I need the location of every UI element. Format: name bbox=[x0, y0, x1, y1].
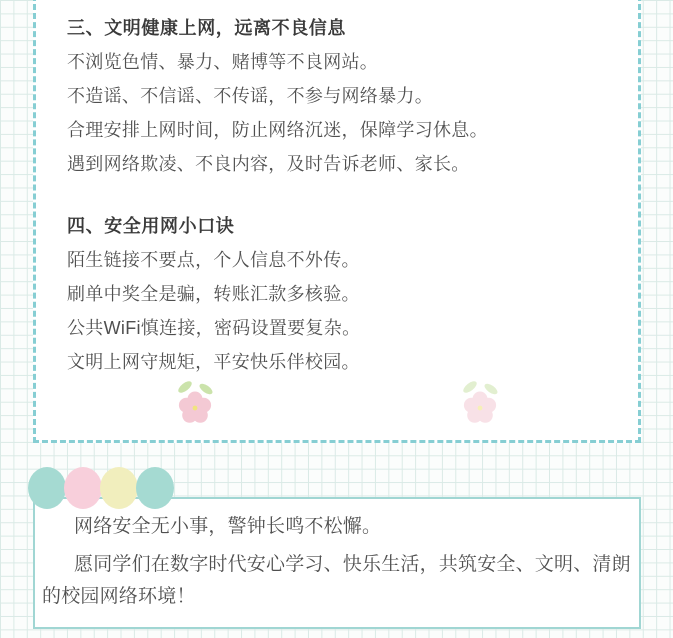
dot-teal-2 bbox=[136, 467, 174, 509]
conclusion-paragraph: 网络安全无小事，警钟长鸣不松懈。 bbox=[74, 516, 382, 537]
section-three-heading: 三、文明健康上网，远离不良信息 bbox=[67, 18, 346, 38]
guideline-item: 遇到网络欺凌、不良内容，及时告诉老师、家长。 bbox=[67, 154, 470, 174]
guideline-item: 不造谣、不信谣、不传谣，不参与网络暴力。 bbox=[67, 86, 433, 106]
guideline-item: 合理安排上网时间，防止网络沉迷，保障学习休息。 bbox=[67, 120, 488, 140]
guidelines-card bbox=[33, 0, 641, 443]
guideline-item: 公共WiFi慎连接，密码设置要复杂。 bbox=[67, 318, 361, 338]
conclusion-card bbox=[33, 497, 641, 629]
dot-teal-1 bbox=[28, 467, 66, 509]
flower-icon-right bbox=[460, 380, 500, 424]
conclusion-paragraph: 愿同学们在数字时代安心学习、快乐生活，共筑安全、文明、清朗的校园网络环境！ bbox=[42, 554, 631, 607]
section-four-heading: 四、安全用网小口诀 bbox=[67, 216, 235, 236]
flower-icon-left bbox=[175, 380, 215, 424]
dot-pink bbox=[64, 467, 102, 509]
guideline-item: 陌生链接不要点，个人信息不外传。 bbox=[67, 250, 360, 270]
guideline-item: 不浏览色情、暴力、赌博等不良网站。 bbox=[67, 52, 379, 72]
guideline-item: 文明上网守规矩，平安快乐伴校园。 bbox=[67, 352, 360, 372]
dot-yellow bbox=[100, 467, 138, 509]
decorative-dots bbox=[28, 467, 172, 509]
guideline-item: 刷单中奖全是骗，转账汇款多核验。 bbox=[67, 284, 360, 304]
flowers-decoration-row bbox=[67, 379, 612, 423]
